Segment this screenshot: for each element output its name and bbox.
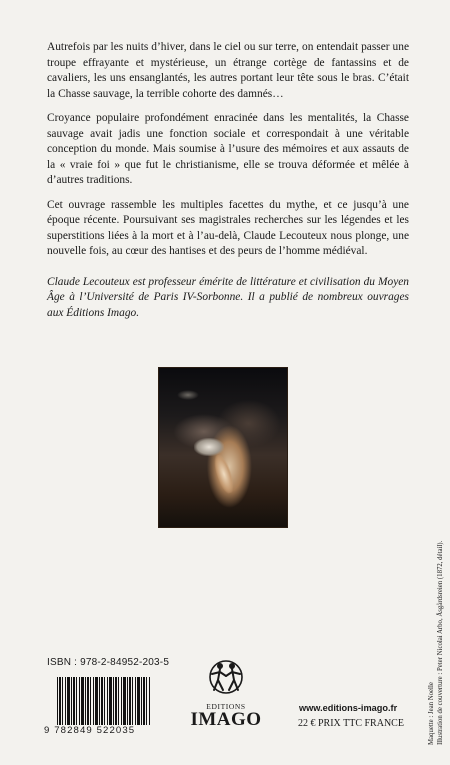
dancers-emblem-icon (208, 654, 244, 700)
barcode-number: 9 782849 522035 (44, 725, 136, 736)
blurb-paragraph-2: Croyance populaire profondément enracinée dans les mentalités, la Chasse sauvage avait jadis une fonction sociale et correspondait à une véritable conception du monde. Mais soumise à l’usure des mémoires et aux assauts de la « vraie foi » que fut le christianisme, elle se trouva déformée et mêlée à d’autres traditions. (47, 112, 409, 186)
credit-maquette: Maquette : Jean Noelle (428, 682, 435, 745)
author-bio: Claude Lecouteux est professeur émérite de littérature et civilisation du Moyen Âge à l’Université de Paris IV-Sorbonne. Il a publié de nombreux ouvrages aux Éditions Imago. (47, 275, 409, 319)
blurb-paragraph-3: Cet ouvrage rassemble les multiples facettes du mythe, et ce jusqu’à une époque récente. Poursuivant ses magistrales recherches sur les légendes et les superstitions liées à la mort et à l’au-delà, Claude Lecouteux nous plonge, une nouvelle fois, au cœur des hantises et des peurs de l’homme médiéval. (47, 198, 409, 257)
blurb-paragraph-1: Autrefois par les nuits d’hiver, dans le ciel ou sur terre, on entendait passer une troupe effrayante et mystérieuse, un étrange cortège de fantassins et de cavaliers, les uns ensanglantés, les autres portant leur tête sous le bras. C’était la Chasse sauvage, la terrible cohorte des damnés… (47, 41, 409, 100)
publisher-editions-label: EDITIONS (206, 702, 246, 711)
publisher-name: IMAGO (190, 709, 262, 730)
cover-illustration (158, 367, 288, 528)
isbn: ISBN : 978-2-84952-203-5 (47, 657, 170, 668)
price: 22 € PRIX TTC FRANCE (298, 718, 404, 729)
credits (425, 465, 445, 765)
publisher-website: www.editions-imago.fr (299, 703, 398, 713)
credit-illustration: Illustration de couverture : Peter Nicolai Arbo, Åsgårdsreien (1872, détail). (437, 540, 444, 745)
barcode (57, 677, 150, 725)
publisher-logo (190, 652, 262, 742)
blurb (47, 40, 409, 330)
